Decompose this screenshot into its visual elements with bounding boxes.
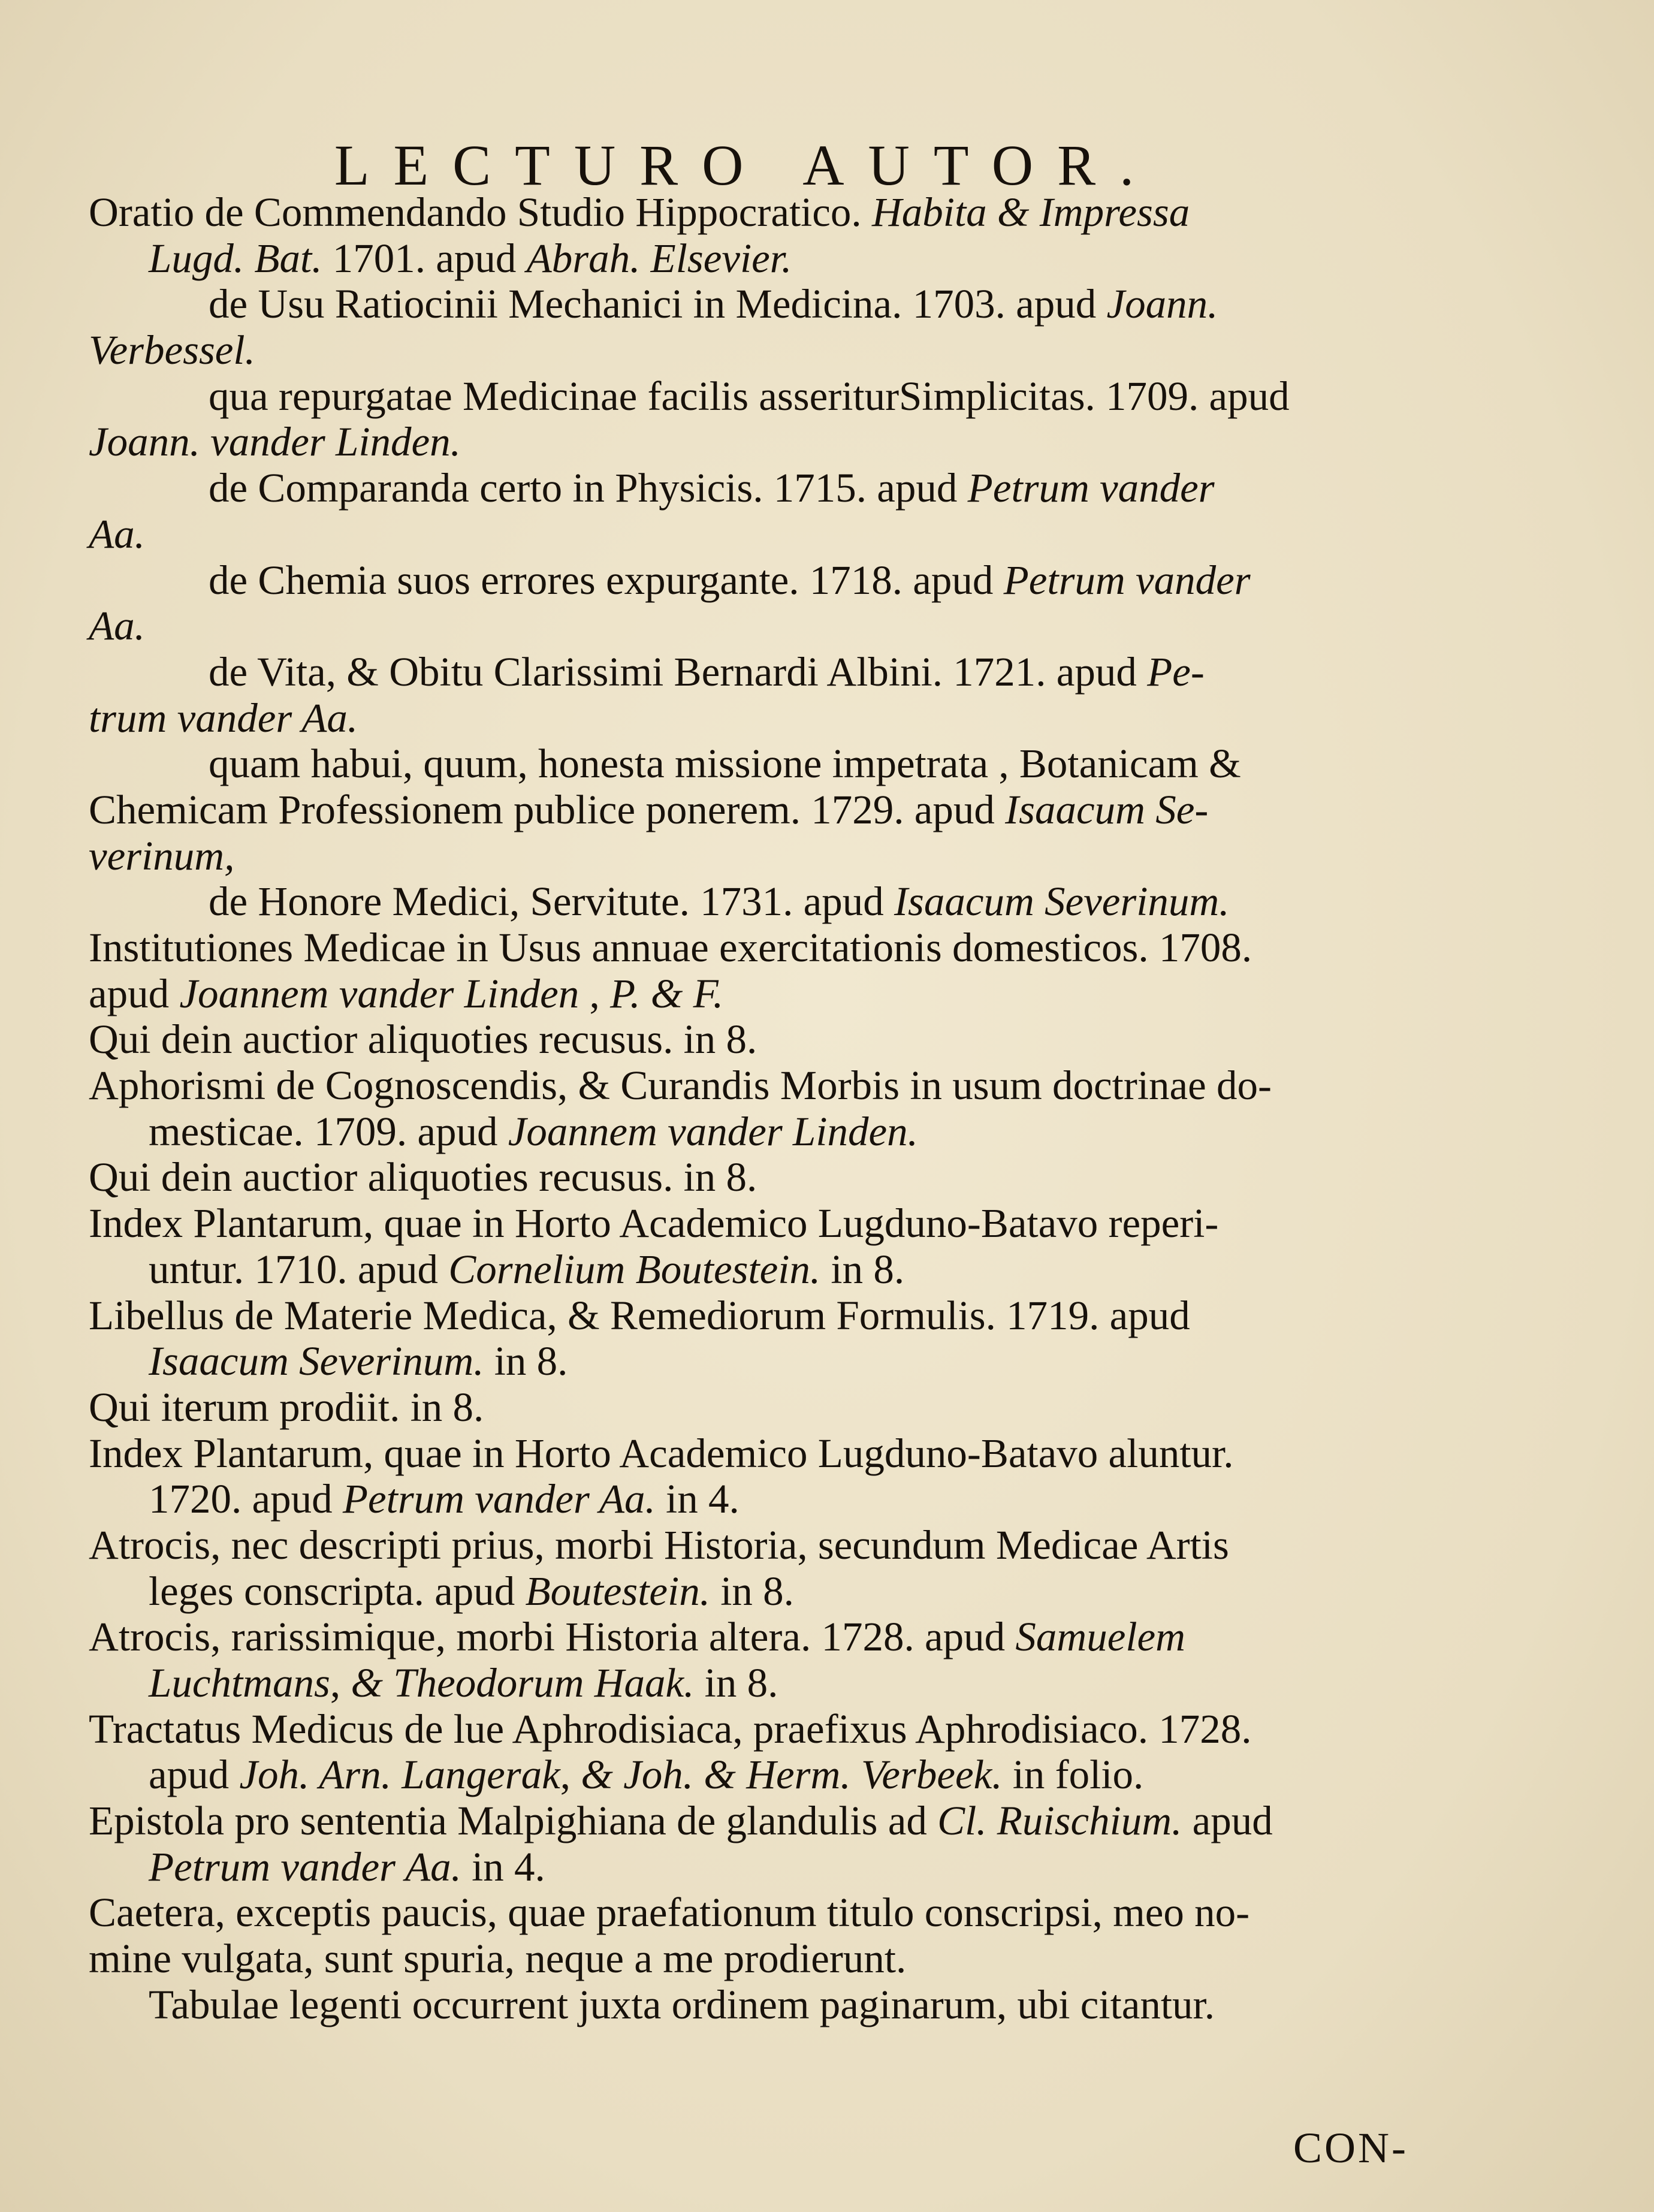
text-segment: de Comparanda certo in Physicis. 1715. apud [209,465,968,511]
bibliography-text [89,189,1419,2028]
text-line [89,1844,1419,1890]
text-segment: , [560,1752,581,1798]
text-segment: Atrocis, rarissimique, morbi Historia altera. 1728. apud [89,1614,1016,1660]
text-line [89,1982,1419,2028]
text-line [89,1522,1419,1568]
italic-segment: Petrum vander Aa. [149,1843,461,1890]
text-line [89,925,1419,971]
italic-segment: Cornelium Boutestein. [448,1246,821,1292]
italic-segment: Boutestein. [525,1568,710,1614]
italic-segment: Luchtmans [149,1660,330,1706]
text-line [89,1706,1419,1752]
text-segment: 1701. apud [322,235,527,281]
catchword: CON- [1293,2124,1408,2172]
italic-segment: Samuelem [1015,1614,1185,1660]
text-segment: Tractatus Medicus de lue Aphrodisiaca, praefixus Aphrodisiaco. 1728. [89,1706,1252,1752]
text-segment: in 8. [484,1338,568,1384]
italic-segment: Lugd. Bat. [149,235,322,281]
text-segment: apud [89,970,180,1016]
text-segment: 1720. apud [149,1476,343,1522]
text-segment: mine vulgata, sunt spuria, neque a me prodierunt. [89,1936,907,1982]
text-segment: de Honore Medici, Servitute. 1731. apud [209,879,894,925]
italic-segment: Aa. [89,603,145,649]
text-segment: Chemicam Professionem publice ponerem. 1729. apud [89,786,1006,832]
text-line [89,236,1419,282]
italic-segment: Abrah. Elsevier. [526,235,792,281]
text-segment: Caetera, exceptis paucis, quae praefationum titulo conscripsi, meo no- [89,1890,1250,1936]
text-segment: Atrocis, nec descripti prius, morbi Historia, secundum Medicae Artis [89,1522,1229,1568]
text-segment: apud [1182,1798,1273,1844]
text-line [89,281,1419,327]
text-line [89,511,1419,557]
text-line [89,419,1419,465]
italic-segment: Aa. [89,511,145,557]
text-line [89,1384,1419,1431]
text-segment: in folio. [1002,1752,1144,1798]
text-line [89,1293,1419,1339]
italic-segment: Isaacum Severinum. [894,879,1230,925]
italic-segment: Joannem vander Linden [179,970,579,1016]
text-segment: Libellus de Materie Medica, & Remediorum Formulis. 1719. apud [89,1292,1190,1338]
text-line [89,741,1419,787]
text-line [89,1660,1419,1706]
text-line [89,1890,1419,1936]
text-segment: de Chemia suos errores expurgante. 1718. apud [209,557,1004,603]
text-segment: Qui dein auctior aliquoties recusus. in 8. [89,1154,757,1200]
text-line [89,603,1419,649]
text-segment: leges conscripta. apud [149,1568,526,1614]
italic-segment: Isaacum Severinum. [149,1338,484,1384]
text-line [89,557,1419,603]
text-segment: untur. 1710. apud [149,1246,449,1292]
italic-segment: Petrum vander [1003,557,1251,603]
italic-segment: Petrum vander [967,465,1215,511]
text-segment: in 8. [694,1660,778,1706]
italic-segment: Joh. Arn. Langerak [239,1752,560,1798]
text-line [89,833,1419,879]
text-line [89,465,1419,511]
text-segment: Tabulae legenti occurrent juxta ordinem paginarum, ubi citantur. [149,1981,1215,2027]
text-segment: Oratio de Commendando Studio Hippocratico. [89,189,872,235]
italic-segment: Pe- [1147,648,1205,695]
italic-segment: & Joh. & Herm. Verbeek. [581,1752,1003,1798]
text-line [89,1476,1419,1522]
text-segment: Index Plantarum, quae in Horto Academico Lugduno-Batavo aluntur. [89,1430,1234,1476]
text-segment: in 8. [820,1246,905,1292]
text-segment: de Vita, & Obitu Clarissimi Bernardi Albini. 1721. apud [209,648,1148,695]
text-line [89,787,1419,833]
italic-segment: trum vander Aa. [89,695,358,741]
text-segment: quam habui, quum, honesta missione impetrata , Botanicam & [209,741,1241,787]
text-line [89,1431,1419,1477]
italic-segment: verinum, [89,832,235,879]
text-line [89,1063,1419,1109]
text-line [89,695,1419,741]
italic-segment: Petrum vander Aa. [342,1476,656,1522]
text-segment: Qui dein auctior aliquoties recusus. in 8. [89,1016,757,1063]
text-line [89,1338,1419,1384]
text-line [89,971,1419,1017]
text-line [89,1016,1419,1063]
italic-segment: Isaacum Se- [1005,786,1209,832]
text-segment: Index Plantarum, quae in Horto Academico Lugduno-Batavo reperi- [89,1200,1219,1247]
italic-segment: Habita & Impressa [871,189,1190,235]
italic-segment: P. & F. [610,970,724,1016]
italic-segment: Cl. Ruischium. [937,1798,1182,1844]
text-line [89,373,1419,420]
text-segment: qua repurgatae Medicinae facilis asseriturSimplicitas. 1709. apud [209,373,1290,419]
text-line [89,1109,1419,1155]
text-line [89,1798,1419,1844]
text-line [89,1200,1419,1247]
text-segment: in 4. [655,1476,740,1522]
text-line [89,1247,1419,1293]
italic-segment: Joann. [1106,281,1218,327]
text-line [89,1752,1419,1798]
text-segment: , [579,970,610,1016]
text-segment: in 4. [461,1843,545,1890]
italic-segment: Joannem vander Linden. [508,1108,918,1154]
text-line [89,1936,1419,1982]
page-heading: LECTURO AUTOR. [334,133,1158,197]
text-line [89,327,1419,373]
italic-segment: & Theodorum Haak. [351,1660,695,1706]
text-line [89,1568,1419,1615]
text-segment: Epistola pro sententia Malpighiana de glandulis ad [89,1798,938,1844]
text-line [89,879,1419,925]
text-line [89,189,1419,236]
text-line [89,1154,1419,1200]
text-line [89,1614,1419,1660]
text-segment: Aphorismi de Cognoscendis, & Curandis Morbis in usum doctrinae do- [89,1063,1272,1109]
text-line [89,649,1419,695]
text-segment: , [330,1660,351,1706]
text-segment: apud [149,1752,240,1798]
text-segment: in 8. [710,1568,794,1614]
italic-segment: Verbessel. [89,327,255,373]
text-segment: de Usu Ratiocinii Mechanici in Medicina. 1703. apud [209,281,1107,327]
text-segment: Qui iterum prodiit. in 8. [89,1384,484,1430]
italic-segment: Joann. vander Linden. [89,419,461,465]
text-segment: mesticae. 1709. apud [149,1108,508,1154]
text-segment: Institutiones Medicae in Usus annuae exercitationis domesticos. 1708. [89,925,1252,970]
